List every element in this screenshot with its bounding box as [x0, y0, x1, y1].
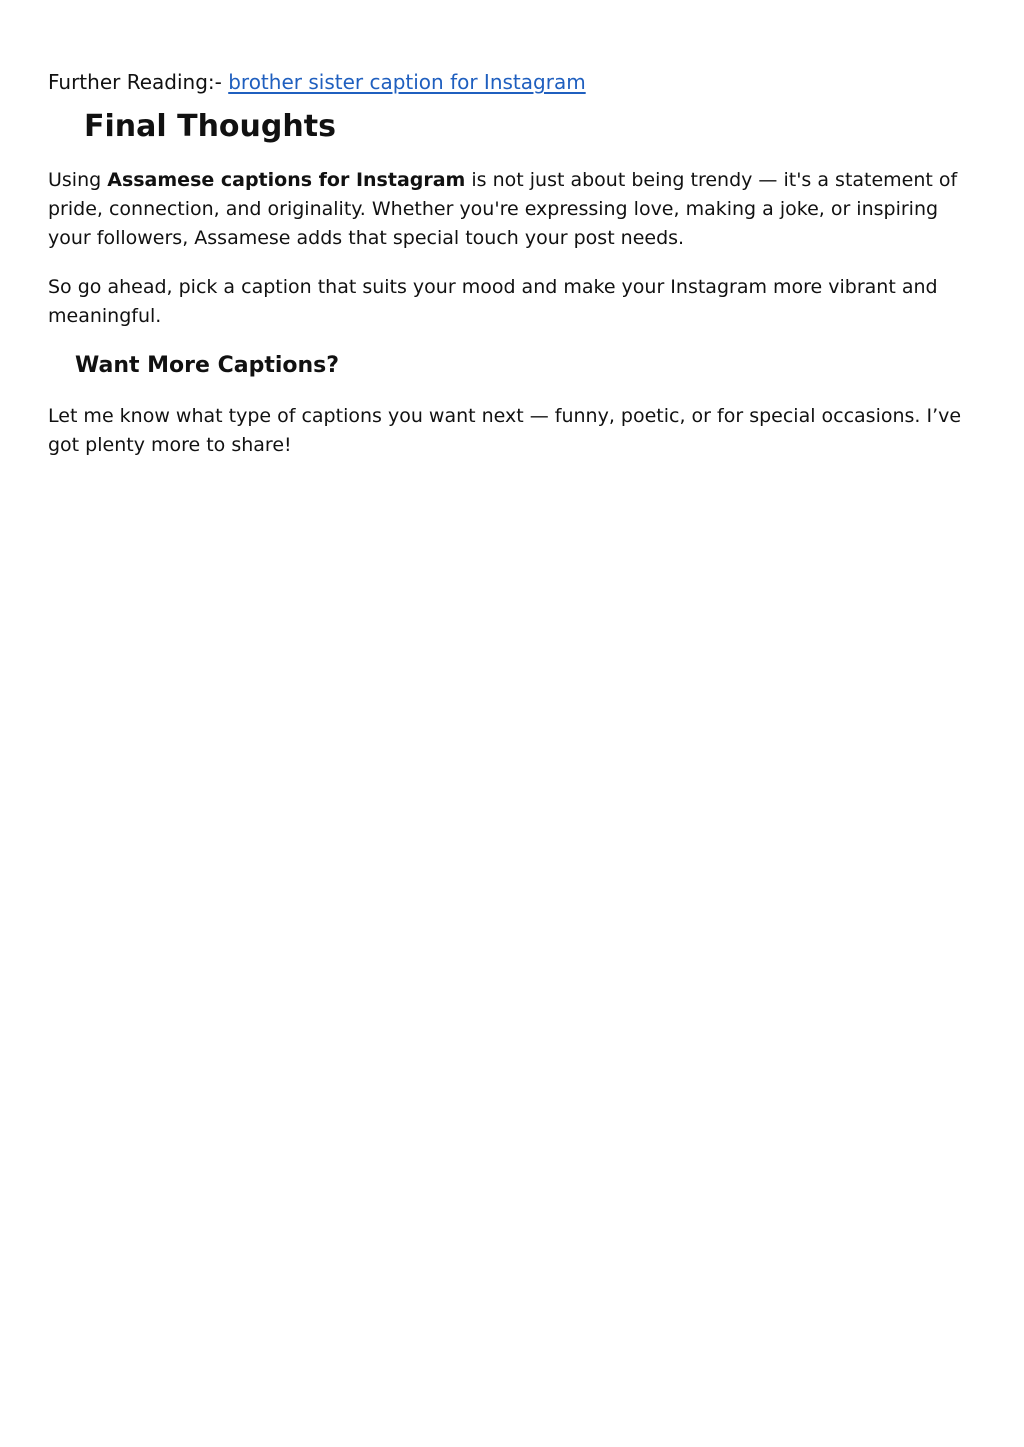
paragraph-lead-text: Using [48, 169, 108, 191]
further-reading-link[interactable]: brother sister caption for Instagram [228, 70, 586, 94]
want-more-captions-heading: Want More Captions? [75, 353, 340, 378]
want-more-captions-paragraph: Let me know what type of captions you want next — funny, poetic, or for special occasions. I’ve got plenty more to share! [48, 405, 962, 456]
further-reading-label: Further Reading:- [48, 70, 229, 94]
further-reading [48, 67, 586, 97]
final-thoughts-paragraph-2: So go ahead, pick a caption that suits your mood and make your Instagram more vibrant and meaningful. [48, 276, 938, 327]
paragraph-bold-text: Assamese captions for Instagram [107, 169, 466, 191]
final-thoughts-paragraph-1 [48, 166, 978, 253]
final-thoughts-heading: Final Thoughts [84, 109, 336, 144]
paragraph-rest-text: is not just about being trendy — it's a statement of pride, connection, and originality. Whether you're expressing love, making a joke, or inspiring your followers, Assamese adds that special touch your post needs. [48, 169, 958, 249]
